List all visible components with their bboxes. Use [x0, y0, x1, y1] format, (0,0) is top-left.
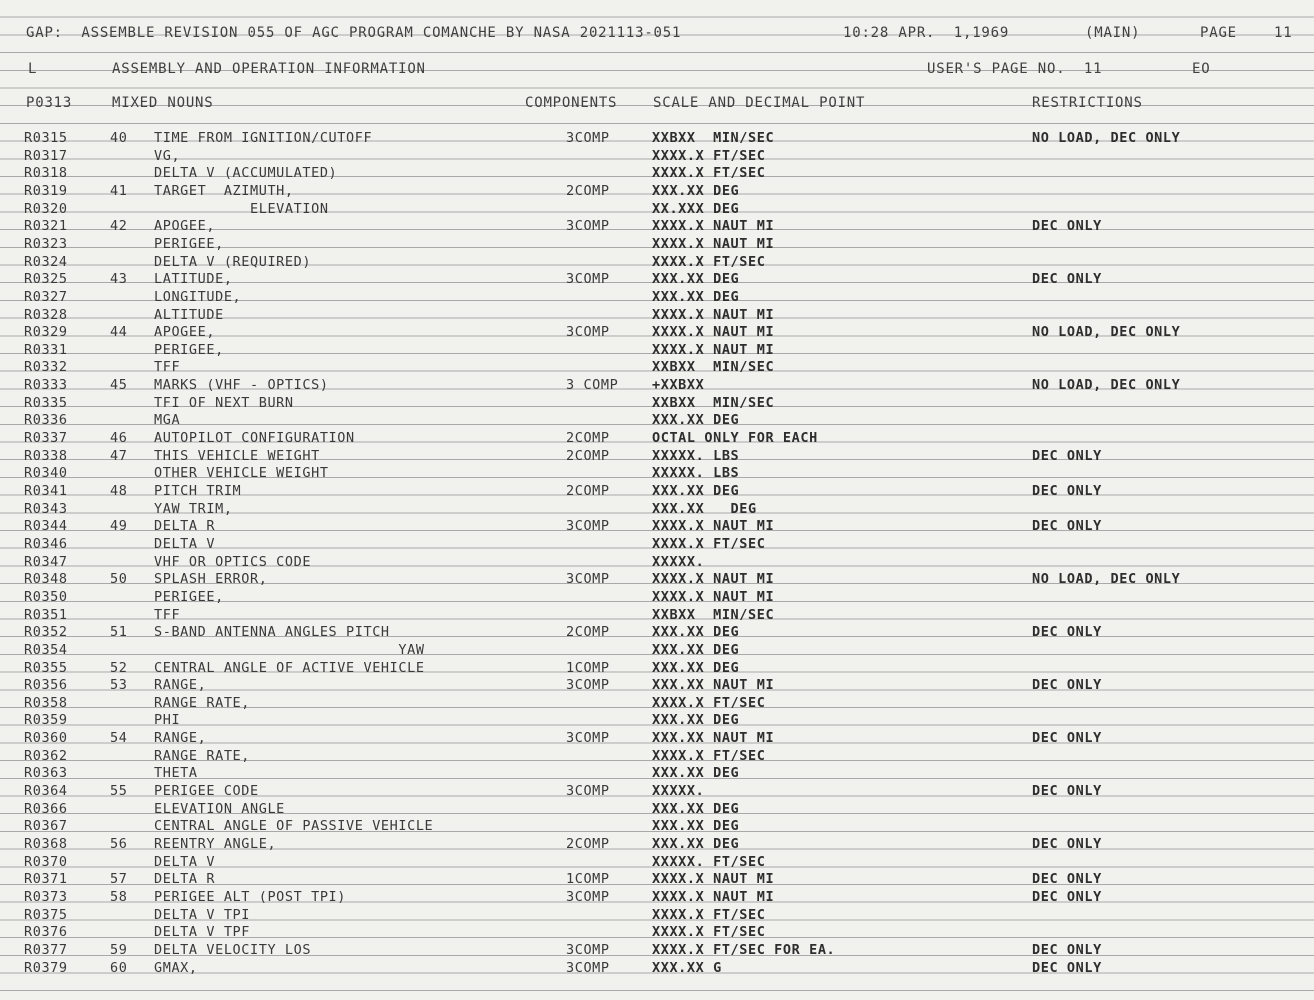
row-id: R0360 — [24, 730, 68, 747]
restrictions-value: DEC ONLY — [1032, 271, 1102, 288]
restrictions-value: NO LOAD, DEC ONLY — [1032, 324, 1181, 341]
components-value: 3COMP — [566, 783, 610, 800]
scale-value: XXX.XX DEG — [652, 836, 740, 852]
restrictions-value: DEC ONLY — [1032, 483, 1102, 499]
components-value: 1COMP — [566, 659, 610, 676]
noun-description: PERIGEE, — [154, 588, 224, 605]
scale-value: XXXXX. FT/SEC — [652, 853, 766, 870]
row-id: R0368 — [24, 836, 68, 852]
scale-value: XXX.XX DEG — [652, 182, 740, 199]
noun-number: 57 — [110, 871, 128, 888]
scale-value: XXX.XX DEG — [652, 800, 740, 817]
row-id: R0320 — [24, 200, 68, 217]
scale-value: XXX.XX DEG — [652, 659, 740, 676]
table-row — [0, 201, 1314, 219]
components-value: 3COMP — [566, 677, 610, 694]
noun-description: RANGE RATE, — [154, 747, 251, 764]
row-id: R0331 — [24, 341, 68, 358]
row-id: R0332 — [24, 359, 68, 376]
table-row — [0, 942, 1314, 960]
table-row — [0, 324, 1314, 342]
table-row — [0, 448, 1314, 466]
noun-description: DELTA V (REQUIRED) — [154, 253, 312, 270]
row-id: R0325 — [24, 271, 68, 288]
noun-description: RANGE, — [154, 730, 207, 747]
table-row — [0, 571, 1314, 589]
table-row — [0, 960, 1314, 978]
column-header-restrictions: RESTRICTIONS — [1032, 95, 1143, 111]
noun-description: OTHER VEHICLE WEIGHT — [154, 465, 329, 482]
restrictions-value: DEC ONLY — [1032, 624, 1102, 641]
scale-value: XXXX.X FT/SEC — [652, 924, 766, 941]
scale-value: XXXXX. LBS — [652, 465, 740, 482]
table-row — [0, 465, 1314, 483]
noun-description: MARKS (VHF - OPTICS) — [154, 377, 329, 394]
scale-value: XXX.XX DEG — [652, 271, 740, 288]
table-row — [0, 924, 1314, 942]
table-row — [0, 765, 1314, 783]
column-header-id: P0313 — [26, 95, 73, 111]
restrictions-value: NO LOAD, DEC ONLY — [1032, 571, 1181, 588]
row-id: R0375 — [24, 906, 68, 923]
noun-description: PERIGEE ALT (POST TPI) — [154, 888, 347, 905]
scale-value: XXXX.X NAUT MI — [652, 888, 775, 905]
row-id: R0362 — [24, 747, 68, 764]
scale-value: XXXX.X FT/SEC — [652, 165, 766, 182]
eo-tag: EO — [1192, 61, 1211, 77]
row-id: R0347 — [24, 553, 68, 570]
noun-description: DELTA R — [154, 518, 216, 535]
noun-description: PERIGEE CODE — [154, 783, 259, 800]
noun-description: DELTA V — [154, 853, 216, 870]
table-row — [0, 801, 1314, 819]
page-number: 11 — [1274, 25, 1293, 41]
restrictions-value: DEC ONLY — [1032, 218, 1102, 235]
section-title: ASSEMBLY AND OPERATION INFORMATION — [112, 61, 426, 77]
table-row — [0, 130, 1314, 148]
table-row — [0, 359, 1314, 377]
noun-description: DELTA V (ACCUMULATED) — [154, 165, 338, 182]
row-id: R0348 — [24, 571, 68, 588]
row-id: R0379 — [24, 959, 68, 976]
noun-number: 56 — [110, 836, 128, 852]
table-row — [0, 660, 1314, 678]
noun-description: TFF — [154, 359, 181, 376]
noun-description: YAW — [154, 641, 425, 658]
row-id: R0336 — [24, 412, 68, 429]
noun-number: 54 — [110, 730, 128, 747]
components-value: 3COMP — [566, 518, 610, 535]
noun-description: CENTRAL ANGLE OF ACTIVE VEHICLE — [154, 659, 425, 676]
noun-description: THETA — [154, 765, 198, 782]
components-value: 3 COMP — [566, 377, 619, 394]
components-value: 2COMP — [566, 483, 610, 499]
scale-value: XXXX.X NAUT MI — [652, 306, 775, 323]
noun-number: 42 — [110, 218, 128, 235]
table-row — [0, 730, 1314, 748]
restrictions-value: DEC ONLY — [1032, 941, 1102, 958]
components-value: 3COMP — [566, 271, 610, 288]
scale-value: XXBXX MIN/SEC — [652, 359, 775, 376]
row-id: R0359 — [24, 712, 68, 729]
table-row — [0, 607, 1314, 625]
scale-value: XXXX.X FT/SEC — [652, 147, 766, 164]
noun-description: PITCH TRIM — [154, 483, 242, 499]
noun-description: LONGITUDE, — [154, 288, 242, 305]
row-id: R0333 — [24, 377, 68, 394]
noun-description: PERIGEE, — [154, 341, 224, 358]
scale-value: XXX.XX DEG — [652, 641, 740, 658]
scale-value: XXX.XX DEG — [652, 288, 740, 305]
scale-value: XXXX.X NAUT MI — [652, 871, 775, 888]
components-value: 3COMP — [566, 730, 610, 747]
noun-description: TFI OF NEXT BURN — [154, 394, 294, 411]
table-row — [0, 818, 1314, 836]
restrictions-value: DEC ONLY — [1032, 447, 1102, 464]
row-id: R0350 — [24, 588, 68, 605]
scale-value: XXXXX. — [652, 783, 705, 800]
noun-number: 55 — [110, 783, 128, 800]
noun-description: TFF — [154, 606, 181, 623]
scale-value: XXX.XX DEG — [652, 483, 740, 499]
scale-value: XXXX.X NAUT MI — [652, 518, 775, 535]
row-id: R0337 — [24, 430, 68, 447]
row-id: R0335 — [24, 394, 68, 411]
scale-value: OCTAL ONLY FOR EACH — [652, 430, 818, 447]
scale-value: +XXBXX — [652, 377, 705, 394]
noun-number: 58 — [110, 888, 128, 905]
noun-description: DELTA V TPI — [154, 906, 251, 923]
noun-description: ALTITUDE — [154, 306, 224, 323]
scale-value: XXXX.X FT/SEC — [652, 906, 766, 923]
scale-value: XXXX.X NAUT MI — [652, 588, 775, 605]
row-id: R0340 — [24, 465, 68, 482]
row-id: R0329 — [24, 324, 68, 341]
restrictions-value: DEC ONLY — [1032, 871, 1102, 888]
restrictions-value: DEC ONLY — [1032, 888, 1102, 905]
table-row — [0, 165, 1314, 183]
row-id: R0346 — [24, 535, 68, 552]
noun-description: TIME FROM IGNITION/CUTOFF — [154, 130, 373, 146]
components-value: 3COMP — [566, 941, 610, 958]
scale-value: XXX.XX DEG — [652, 624, 740, 641]
row-id: R0341 — [24, 483, 68, 499]
noun-description: DELTA V — [154, 535, 216, 552]
row-id: R0344 — [24, 518, 68, 535]
scale-value: XX.XXX DEG — [652, 200, 740, 217]
row-id: R0319 — [24, 182, 68, 199]
scale-value: XXX.XX DEG — [652, 818, 740, 835]
restrictions-value: DEC ONLY — [1032, 677, 1102, 694]
table-row — [0, 518, 1314, 536]
row-id: R0371 — [24, 871, 68, 888]
scale-value: XXBXX MIN/SEC — [652, 606, 775, 623]
table-row — [0, 854, 1314, 872]
noun-description: MGA — [154, 412, 181, 429]
noun-description: DELTA VELOCITY LOS — [154, 941, 312, 958]
components-value: 3COMP — [566, 571, 610, 588]
table-row — [0, 236, 1314, 254]
scale-value: XXXX.X FT/SEC FOR EA. — [652, 941, 836, 958]
row-id: R0364 — [24, 783, 68, 800]
row-id: R0363 — [24, 765, 68, 782]
noun-number: 49 — [110, 518, 128, 535]
scale-value: XXXX.X FT/SEC — [652, 747, 766, 764]
table-row — [0, 554, 1314, 572]
components-value: 2COMP — [566, 447, 610, 464]
column-header-components: COMPONENTS — [525, 95, 618, 111]
row-id: R0315 — [24, 130, 68, 146]
scale-value: XXXX.X FT/SEC — [652, 694, 766, 711]
table-row — [0, 183, 1314, 201]
components-value: 2COMP — [566, 836, 610, 852]
restrictions-value: DEC ONLY — [1032, 959, 1102, 976]
table-row — [0, 536, 1314, 554]
scale-value: XXX.XX NAUT MI — [652, 677, 775, 694]
noun-description: S-BAND ANTENNA ANGLES PITCH — [154, 624, 390, 641]
listing-title: GAP: ASSEMBLE REVISION 055 OF AGC PROGRAM COMANCHE BY NASA 2021113-051 — [26, 25, 682, 41]
table-row — [0, 624, 1314, 642]
noun-description: CENTRAL ANGLE OF PASSIVE VEHICLE — [154, 818, 434, 835]
restrictions-value: DEC ONLY — [1032, 783, 1102, 800]
table-row — [0, 412, 1314, 430]
row-id: R0351 — [24, 606, 68, 623]
row-id: R0327 — [24, 288, 68, 305]
noun-number: 50 — [110, 571, 128, 588]
noun-description: RANGE RATE, — [154, 694, 251, 711]
table-row — [0, 695, 1314, 713]
noun-number: 47 — [110, 447, 128, 464]
noun-number: 53 — [110, 677, 128, 694]
noun-description: REENTRY ANGLE, — [154, 836, 277, 852]
row-id: R0354 — [24, 641, 68, 658]
noun-number: 59 — [110, 941, 128, 958]
table-row — [0, 254, 1314, 272]
noun-description: PHI — [154, 712, 181, 729]
noun-description: ELEVATION ANGLE — [154, 800, 285, 817]
table-row — [0, 342, 1314, 360]
row-id: R0377 — [24, 941, 68, 958]
noun-description: SPLASH ERROR, — [154, 571, 268, 588]
users-page-number: USER'S PAGE NO. 11 — [927, 61, 1103, 77]
table-row — [0, 501, 1314, 519]
restrictions-value: NO LOAD, DEC ONLY — [1032, 377, 1181, 394]
row-id: R0367 — [24, 818, 68, 835]
components-value: 3COMP — [566, 218, 610, 235]
noun-number: 41 — [110, 182, 128, 199]
table-row — [0, 642, 1314, 660]
row-id: R0318 — [24, 165, 68, 182]
scale-value: XXXX.X NAUT MI — [652, 571, 775, 588]
restrictions-value: DEC ONLY — [1032, 518, 1102, 535]
noun-description: APOGEE, — [154, 218, 216, 235]
noun-description: DELTA V TPF — [154, 924, 251, 941]
noun-description: YAW TRIM, — [154, 500, 233, 517]
scale-value: XXXX.X NAUT MI — [652, 218, 775, 235]
components-value: 2COMP — [566, 430, 610, 447]
components-value: 3COMP — [566, 130, 610, 146]
table-row — [0, 430, 1314, 448]
table-row — [0, 836, 1314, 854]
noun-description: RANGE, — [154, 677, 207, 694]
scale-value: XXXX.X NAUT MI — [652, 324, 775, 341]
noun-description: DELTA R — [154, 871, 216, 888]
row-id: R0370 — [24, 853, 68, 870]
noun-number: 60 — [110, 959, 128, 976]
row-id: R0355 — [24, 659, 68, 676]
page-label: PAGE — [1200, 25, 1237, 41]
table-row — [0, 783, 1314, 801]
listing-timestamp: 10:28 APR. 1,1969 — [843, 25, 1010, 41]
row-id: R0328 — [24, 306, 68, 323]
listing-main-tag: (MAIN) — [1085, 25, 1141, 41]
scale-value: XXX.XX DEG — [652, 500, 757, 517]
noun-description: APOGEE, — [154, 324, 216, 341]
table-row — [0, 148, 1314, 166]
noun-number: 46 — [110, 430, 128, 447]
scale-value: XXXX.X FT/SEC — [652, 253, 766, 270]
noun-description: LATITUDE, — [154, 271, 233, 288]
row-id: R0317 — [24, 147, 68, 164]
row-id: R0352 — [24, 624, 68, 641]
noun-number: 51 — [110, 624, 128, 641]
noun-number: 40 — [110, 130, 128, 146]
table-row — [0, 589, 1314, 607]
column-header-nouns: MIXED NOUNS — [112, 95, 214, 111]
column-header-scale: SCALE AND DECIMAL POINT — [653, 95, 866, 111]
scale-value: XXX.XX NAUT MI — [652, 730, 775, 747]
scale-value: XXBXX MIN/SEC — [652, 130, 775, 146]
noun-number: 43 — [110, 271, 128, 288]
restrictions-value: DEC ONLY — [1032, 730, 1102, 747]
noun-description: PERIGEE, — [154, 235, 224, 252]
table-row — [0, 483, 1314, 501]
table-row — [0, 377, 1314, 395]
components-value: 3COMP — [566, 324, 610, 341]
noun-number: 45 — [110, 377, 128, 394]
row-id: R0338 — [24, 447, 68, 464]
components-value: 3COMP — [566, 959, 610, 976]
table-row — [0, 907, 1314, 925]
scale-value: XXXX.X NAUT MI — [652, 235, 775, 252]
section-letter: L — [28, 61, 38, 77]
table-row — [0, 271, 1314, 289]
restrictions-value: DEC ONLY — [1032, 836, 1102, 852]
row-id: R0324 — [24, 253, 68, 270]
noun-description: GMAX, — [154, 959, 198, 976]
components-value: 1COMP — [566, 871, 610, 888]
noun-number: 44 — [110, 324, 128, 341]
noun-description: AUTOPILOT CONFIGURATION — [154, 430, 355, 447]
restrictions-value: NO LOAD, DEC ONLY — [1032, 130, 1181, 146]
row-id: R0366 — [24, 800, 68, 817]
table-row — [0, 889, 1314, 907]
noun-description: THIS VEHICLE WEIGHT — [154, 447, 320, 464]
components-value: 3COMP — [566, 888, 610, 905]
scale-value: XXX.XX DEG — [652, 765, 740, 782]
table-row — [0, 307, 1314, 325]
row-id: R0376 — [24, 924, 68, 941]
scale-value: XXX.XX DEG — [652, 712, 740, 729]
scale-value: XXXX.X FT/SEC — [652, 535, 766, 552]
table-row — [0, 677, 1314, 695]
table-row — [0, 871, 1314, 889]
row-id: R0373 — [24, 888, 68, 905]
noun-description: ELEVATION — [154, 200, 329, 217]
noun-description: TARGET AZIMUTH, — [154, 182, 294, 199]
noun-number: 52 — [110, 659, 128, 676]
row-id: R0358 — [24, 694, 68, 711]
scale-value: XXXXX. LBS — [652, 447, 740, 464]
scale-value: XXX.XX DEG — [652, 412, 740, 429]
table-row — [0, 289, 1314, 307]
table-row — [0, 712, 1314, 730]
row-id: R0356 — [24, 677, 68, 694]
scale-value: XXX.XX G — [652, 959, 722, 976]
table-row — [0, 395, 1314, 413]
components-value: 2COMP — [566, 182, 610, 199]
table-row — [0, 218, 1314, 236]
noun-description: VHF OR OPTICS CODE — [154, 553, 312, 570]
noun-description: VG, — [154, 147, 181, 164]
noun-number: 48 — [110, 483, 128, 499]
row-id: R0343 — [24, 500, 68, 517]
row-id: R0321 — [24, 218, 68, 235]
components-value: 2COMP — [566, 624, 610, 641]
table-row — [0, 748, 1314, 766]
scale-value: XXBXX MIN/SEC — [652, 394, 775, 411]
scale-value: XXXX.X NAUT MI — [652, 341, 775, 358]
scale-value: XXXXX. — [652, 553, 705, 570]
row-id: R0323 — [24, 235, 68, 252]
